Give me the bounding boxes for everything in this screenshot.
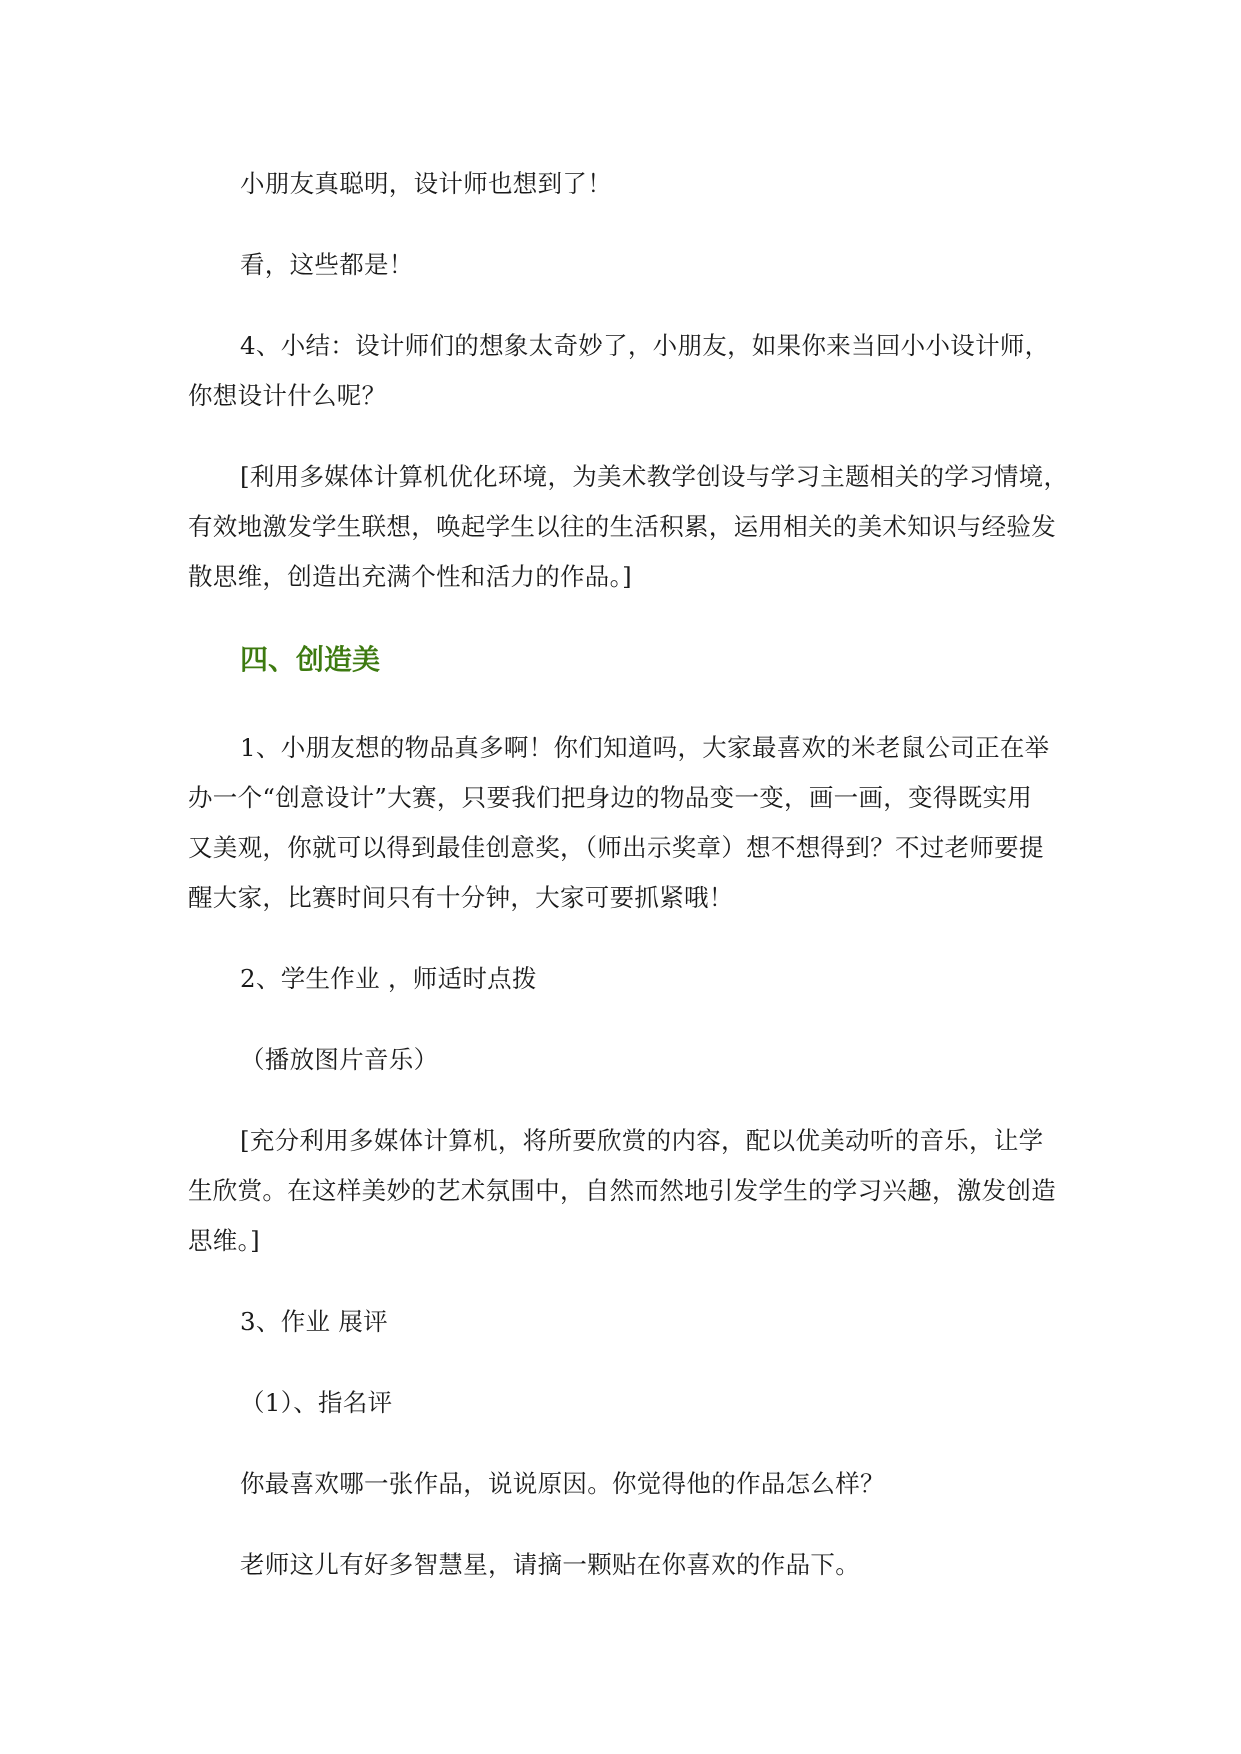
paragraph-line: 思维。] [188,1226,261,1255]
paragraph-line: 2、学生作业 ，师适时点拨 [240,964,537,993]
paragraph-line: （播放图片音乐） [240,1045,439,1074]
paragraph-line: 4、小结：设计师们的想象太奇妙了，小朋友，如果你来当回小小设计师， [240,331,1050,360]
paragraph-line: [利用多媒体计算机优化环境，为美术教学创设与学习主题相关的学习情境， [240,462,1069,491]
paragraph-line: 3、作业 展评 [240,1307,388,1336]
paragraph-line: 看，这些都是！ [240,250,414,279]
section-heading: 四、创造美 [240,643,381,676]
paragraph-line: 小朋友真聪明，设计师也想到了！ [240,169,612,198]
paragraph-line: 散思维，创造出充满个性和活力的作品。] [188,562,633,591]
paragraph-line: 你想设计什么呢？ [188,381,387,410]
paragraph-line: 又美观，你就可以得到最佳创意奖，（师出示奖章）想不想得到？不过老师要提 [188,833,1044,862]
paragraph-line: 1、小朋友想的物品真多啊！你们知道吗，大家最喜欢的米老鼠公司正在举 [240,733,1050,762]
paragraph-line: 醒大家，比赛时间只有十分钟，大家可要抓紧哦！ [188,883,734,912]
paragraph-line: 老师这儿有好多智慧星，请摘一颗贴在你喜欢的作品下。 [240,1550,860,1579]
paragraph-line: 你最喜欢哪一张作品，说说原因。你觉得他的作品怎么样？ [240,1469,885,1498]
paragraph-line: 生欣赏。在这样美妙的艺术氛围中，自然而然地引发学生的学习兴趣，激发创造 [188,1176,1056,1205]
paragraph-line: 办一个“创意设计”大赛，只要我们把身边的物品变一变，画一画，变得既实用 [188,783,1033,812]
paragraph-line: 有效地激发学生联想，唤起学生以往的生活积累，运用相关的美术知识与经验发 [188,512,1056,541]
paragraph-line: （1）、指名评 [240,1388,393,1417]
paragraph-line: [充分利用多媒体计算机，将所要欣赏的内容，配以优美动听的音乐，让学 [240,1126,1044,1155]
